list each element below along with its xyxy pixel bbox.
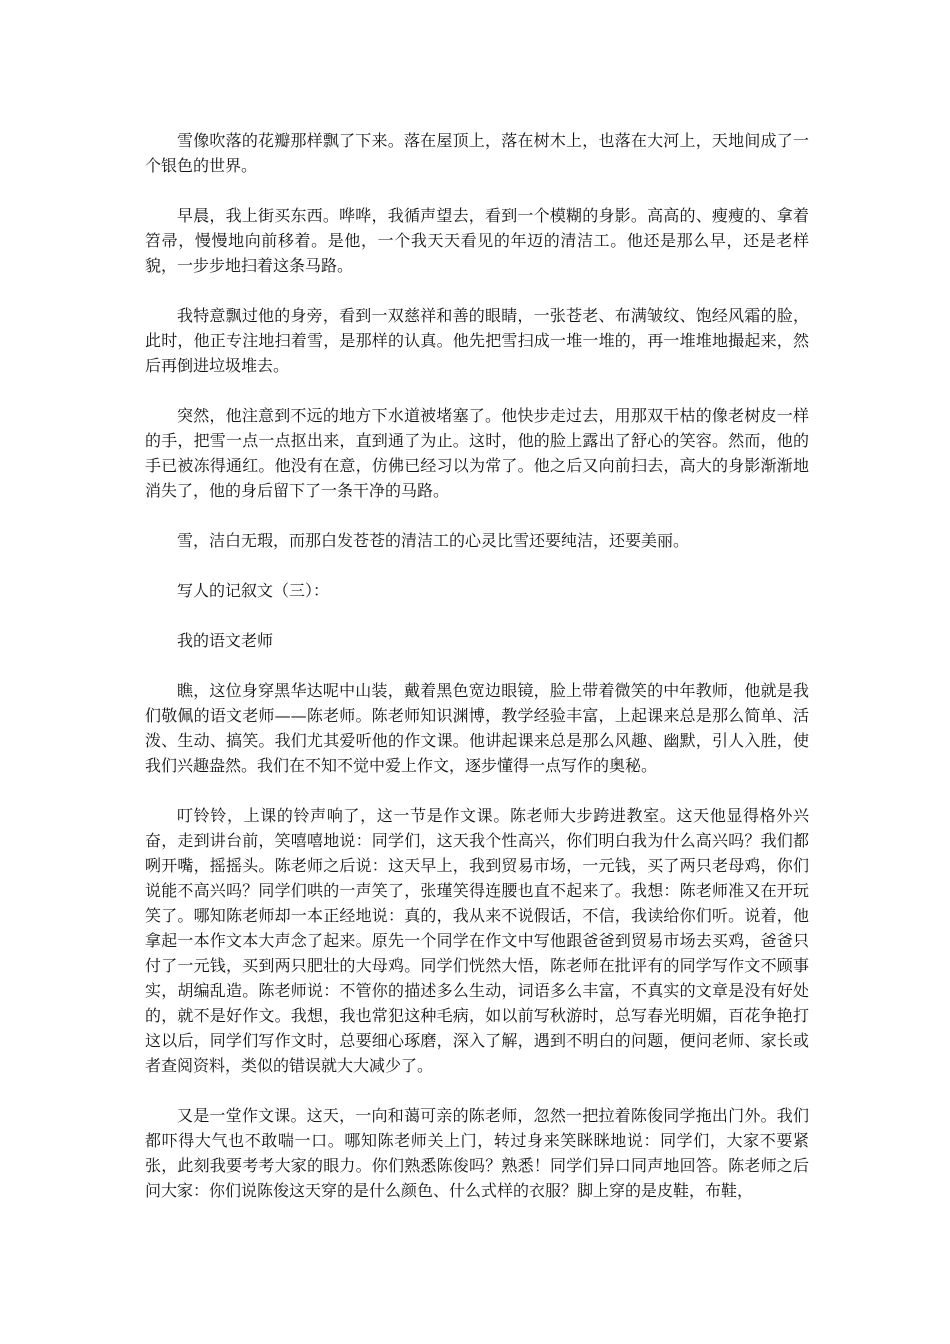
paragraph-writing-class: 叮铃铃，上课的铃声响了，这一节是作文课。陈老师大步跨进教室。这天他显得格外兴奋，走到讲台前，笑嘻嘻地说：同学们，这天我个性高兴，你们明白我为什么高兴吗？我们都咧开嘴，摇摇头。陈老师之后说：这天早上，我到贸易市场，一元钱，买了两只老母鸡，你们说能不高兴吗？同学们哄的一声笑了，张瑾笑得连腰也直不起来了。我想：陈老师准又在开玩笑了。哪知陈老师却一本正经地说：真的，我从来不说假话，不信，我读给你们听。说着，他拿起一本作文本大声念了起来。原先一个同学在作文中写他跟爸爸到贸易市场去买鸡，爸爸只付了一元钱，买到两只肥壮的大母鸡。同学们恍然大悟，陈老师在批评有的同学写作文不顾事实，胡编乱造。陈老师说：不管你的描述多么生动，词语多么丰富，不真实的文章是没有好处的，就不是好作文。我想，我也常犯这种毛病，如以前写秋游时，总写春光明媚，百花争艳打这以后，同学们写作文时，总要细心琢磨，深入了解，遇到不明白的问题，便问老师、家长或者查阅资料，类似的错误就大大减少了。: [145, 806, 809, 1075]
essay-title: 我的语文老师: [177, 631, 274, 650]
paragraph-teacher-intro: 瞧，这位身穿黑华达呢中山装，戴着黑色宽边眼镜，脸上带着微笑的中年教师，他就是我们敬佩的语文老师——陈老师。陈老师知识渊博，教学经验丰富，上起课来总是那么简单、活泼、生动、搞笑。我们尤其爱听他的作文课。他讲起课来总是那么风趣、幽默，引人入胜，使我们兴趣盎然。我们在不知不觉中爱上作文，逐步懂得一点写作的奥秘。: [145, 681, 809, 775]
paragraph-snow-intro: 雪像吹落的花瓣那样飘了下来。落在屋顶上，落在树木上，也落在大河上，天地间成了一个银色的世界。: [145, 131, 809, 175]
paragraph-morning: 早晨，我上街买东西。哗哗，我循声望去，看到一个模糊的身影。高高的、瘦瘦的、拿着笤帚，慢慢地向前移着。是他，一个我天天看见的年迈的清洁工。他还是那么早，还是老样貌，一步步地扫着这条马路。: [145, 206, 809, 275]
paragraph-another-class: 又是一堂作文课。这天，一向和蔼可亲的陈老师，忽然一把拉着陈俊同学拖出门外。我们都吓得大气也不敢喘一口。哪知陈老师关上门，转过身来笑眯眯地说：同学们，大家不要紧张，此刻我要考考大家的眼力。你们熟悉陈俊吗？熟悉！同学们异口同声地回答。陈老师之后问大家：你们说陈俊这天穿的是什么颜色、什么式样的衣服？脚上穿的是皮鞋，布鞋，: [145, 1106, 809, 1200]
paragraph-snow-conclusion: 雪，洁白无瑕，而那白发苍苍的清洁工的心灵比雪还要纯洁，还要美丽。: [177, 531, 690, 550]
paragraph-cleaner-face: 我特意飘过他的身旁，看到一双慈祥和善的眼睛，一张苍老、布满皱纹、饱经风霜的脸，此时，他正专注地扫着雪，是那样的认真。他先把雪扫成一堆一堆的，再一堆堆地撮起来，然后再倒进垃圾堆去。: [145, 306, 809, 375]
paragraph-drain: 突然，他注意到不远的地方下水道被堵塞了。他快步走过去，用那双干枯的像老树皮一样的手，把雪一点一点抠出来，直到通了为止。这时，他的脸上露出了舒心的笑容。然而，他的手已被冻得通红。他没有在意，仿佛已经习以为常了。他之后又向前扫去，高大的身影渐渐地消失了，他的身后留下了一条干净的马路。: [145, 406, 809, 500]
section-heading: 写人的记叙文（三）：: [177, 581, 330, 600]
document-body: [145, 128, 809, 1228]
